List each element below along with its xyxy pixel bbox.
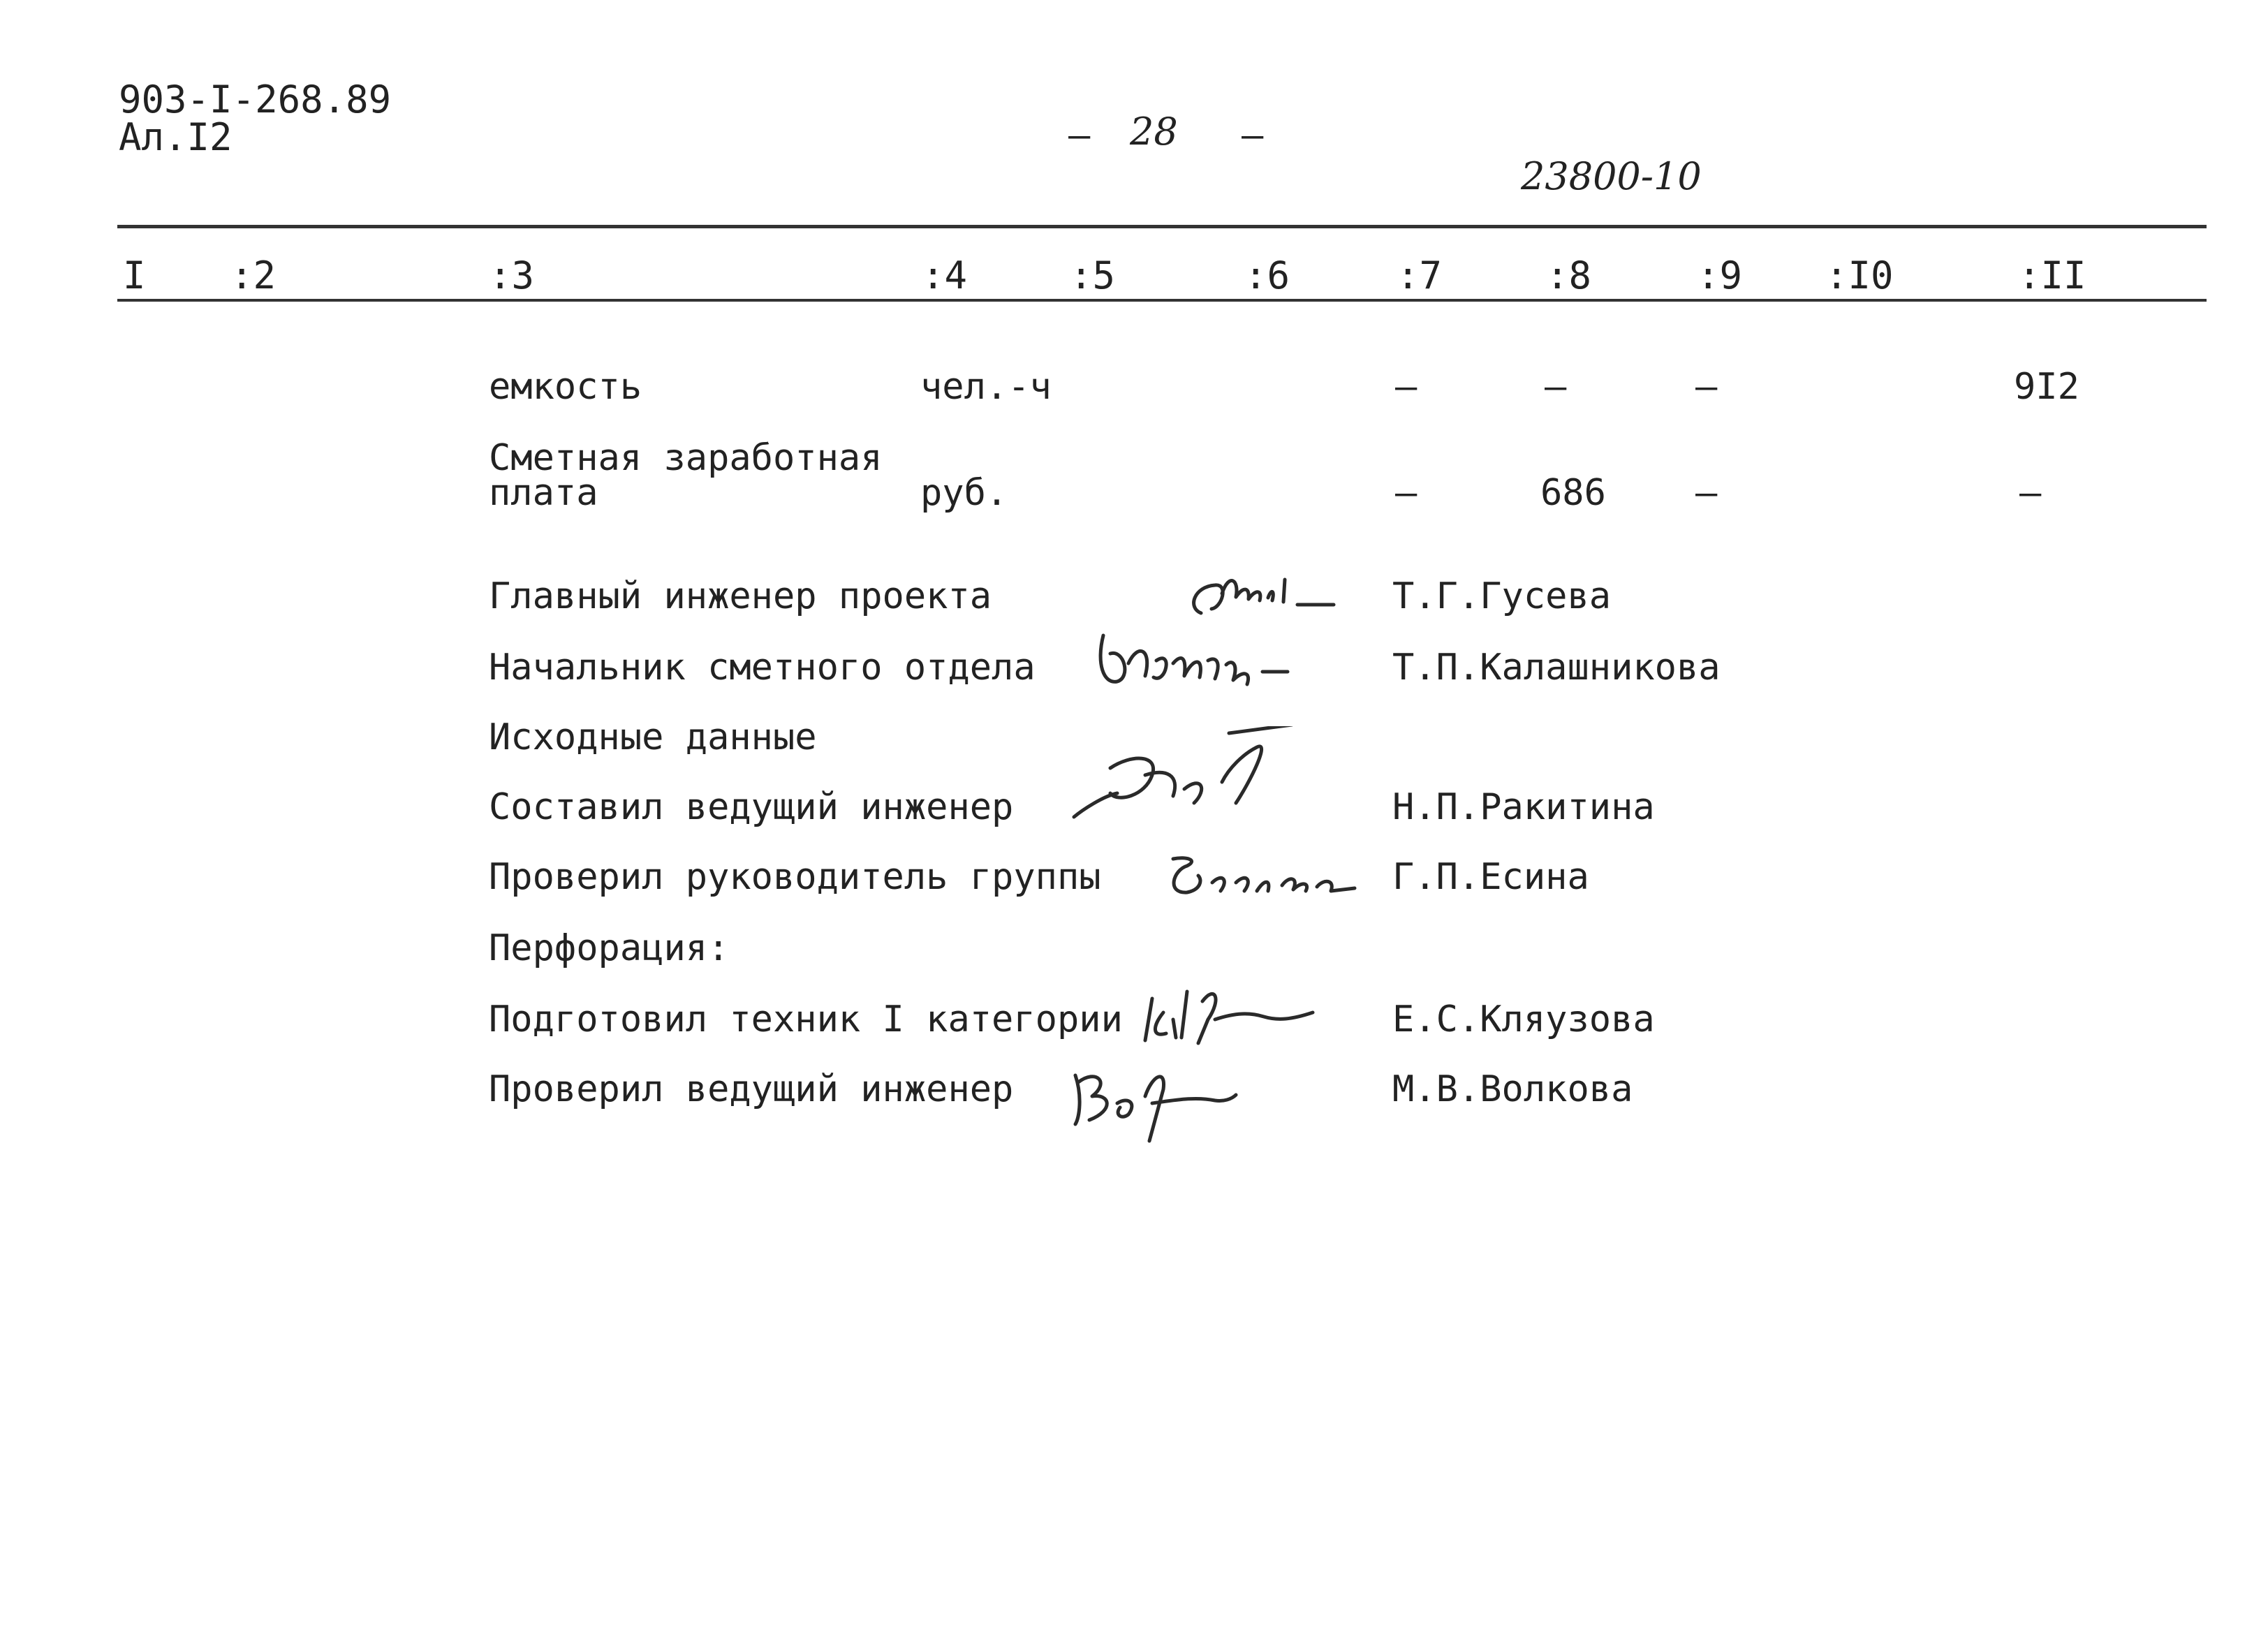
handwritten-signature xyxy=(1061,726,1313,831)
row-name: емкость xyxy=(489,366,642,408)
row-unit: чел.-ч xyxy=(920,366,1052,408)
page-dash-right: – xyxy=(1242,115,1264,156)
signature-role: Подготовил техник I категории xyxy=(489,999,1123,1040)
row-unit: руб. xyxy=(920,472,1008,514)
column-header: :8 xyxy=(1546,253,1592,297)
handwritten-signature xyxy=(1061,1047,1243,1145)
table-header-bottom-rule xyxy=(117,299,2207,302)
signature-name: Н.П.Ракитина xyxy=(1392,786,1655,828)
column-header: :4 xyxy=(922,253,968,297)
page-number: 28 xyxy=(1130,110,1178,154)
row-name-continued: плата xyxy=(489,472,598,514)
row-value-col8: 686 xyxy=(1540,472,1606,514)
column-header: :I0 xyxy=(1825,253,1894,297)
column-header: :7 xyxy=(1397,253,1443,297)
signature-role: Проверил руководитель группы xyxy=(489,856,1101,898)
inventory-number: 23800-10 xyxy=(1521,154,1702,198)
table-top-rule xyxy=(117,225,2207,228)
column-header: :II xyxy=(2018,253,2086,297)
column-header: :3 xyxy=(489,253,535,297)
column-header: :5 xyxy=(1070,253,1116,297)
row-value-col9: – xyxy=(1695,366,1718,408)
page-dash-left: – xyxy=(1068,115,1091,156)
column-header: :2 xyxy=(230,253,277,297)
handwritten-signature xyxy=(1159,845,1362,908)
row-value-col7: – xyxy=(1395,472,1418,514)
section-heading: Перфорация: xyxy=(489,927,730,969)
document-code: 903-I-268.89 xyxy=(119,78,392,121)
row-value-col9: – xyxy=(1695,472,1718,514)
sheet-number: Ал.I2 xyxy=(119,115,233,159)
signature-name: М.В.Волкова xyxy=(1392,1068,1633,1110)
signature-name: Т.Г.Гусева xyxy=(1392,575,1612,617)
handwritten-signature xyxy=(1180,559,1348,628)
signature-role: Проверил ведущий инженер xyxy=(489,1068,1014,1110)
handwritten-signature xyxy=(1138,971,1334,1047)
row-name: Сметная заработная xyxy=(489,437,883,479)
column-header: :6 xyxy=(1244,253,1290,297)
section-heading: Исходные данные xyxy=(489,716,817,758)
signature-role: Составил ведущий инженер xyxy=(489,786,1014,828)
signature-name: Е.С.Кляузова xyxy=(1392,999,1655,1040)
column-header: I xyxy=(123,253,146,297)
signature-name: Г.П.Есина xyxy=(1392,856,1589,898)
signature-role: Главный инженер проекта xyxy=(489,575,992,617)
signature-name: Т.П.Калашникова xyxy=(1392,647,1721,688)
row-value-col7: – xyxy=(1395,366,1418,408)
signature-role: Начальник сметного отдела xyxy=(489,647,1036,688)
handwritten-signature xyxy=(1089,621,1299,705)
row-value-col11: – xyxy=(2019,472,2042,514)
column-header: :9 xyxy=(1697,253,1743,297)
row-value-col11: 9I2 xyxy=(2014,366,2079,408)
row-value-col8: – xyxy=(1545,366,1567,408)
